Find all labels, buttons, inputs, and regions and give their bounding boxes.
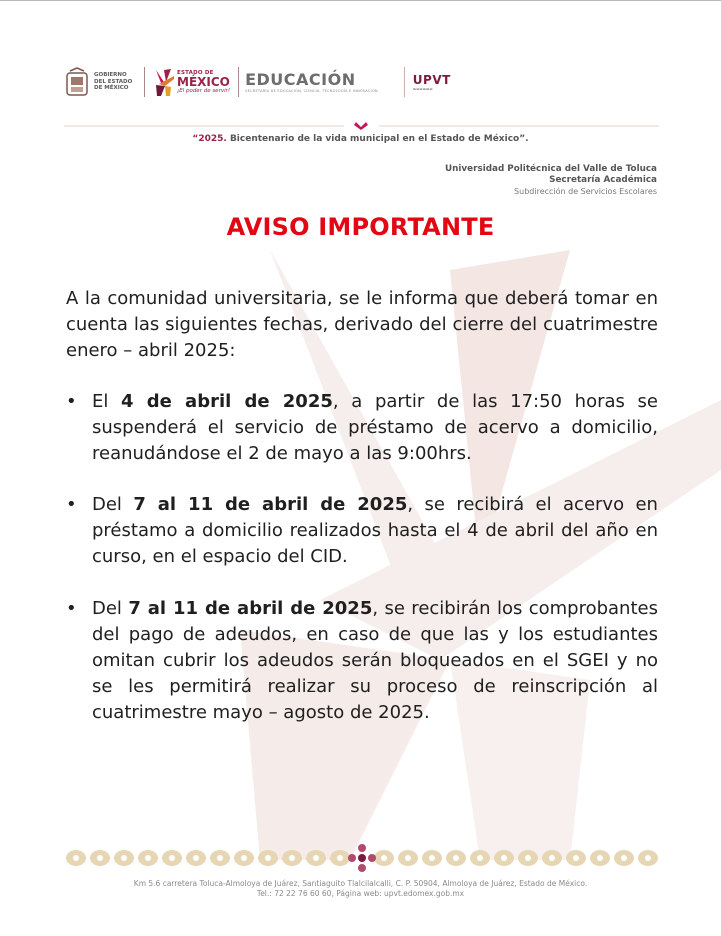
header-divider bbox=[64, 121, 659, 131]
upvt-logo bbox=[413, 74, 451, 91]
footer-ornament-band bbox=[64, 843, 659, 873]
educacion-title: EDUCACIÓN bbox=[245, 70, 356, 89]
year-slogan bbox=[0, 134, 721, 144]
bullet-text: , se recibirá el acervo en préstamo a domicilio realizados hasta el 4 de abril del año en curso, en el espacio del CID. bbox=[92, 494, 658, 567]
list-item bbox=[66, 492, 658, 570]
educacion-logo bbox=[245, 71, 378, 93]
bullet-date: 7 al 11 de abril de 2025 bbox=[128, 598, 373, 619]
logo-separator bbox=[404, 67, 405, 97]
bullet-icon: • bbox=[66, 391, 77, 412]
list-item bbox=[66, 389, 658, 467]
bullet-text: , a partir de las 17:50 horas se suspenderá el servicio de préstamo de acervo a domicilio, reanudándose el 2 de mayo a las 9:00hrs. bbox=[92, 391, 658, 464]
year-slogan-year: “2025. bbox=[192, 134, 227, 144]
center-flower-icon bbox=[348, 844, 376, 872]
bullet-prefix: Del bbox=[92, 494, 134, 515]
gobierno-text: GOBIERNO DEL ESTADO DE MÉXICO bbox=[94, 72, 133, 92]
footer-address bbox=[0, 879, 721, 899]
subdepartment-name: Subdirección de Servicios Escolares bbox=[514, 187, 657, 196]
institution-block bbox=[445, 164, 657, 197]
bullet-date: 7 al 11 de abril de 2025 bbox=[133, 494, 408, 515]
bullet-prefix: Del bbox=[92, 598, 129, 619]
footer-contact-line: Tel.: 72 22 76 60 60, Página web: upvt.edomex.gob.mx bbox=[256, 889, 465, 898]
educacion-subtitle: SECRETARÍA DE EDUCACIÓN, CIENCIA, TECNOLOGÍA E INNOVACIÓN bbox=[245, 89, 378, 93]
bullet-date: 4 de abril de 2025 bbox=[121, 391, 333, 412]
edomex-slogan-text: ¡El poder de servir! bbox=[177, 88, 231, 94]
logo-separator bbox=[144, 67, 145, 97]
state-seal-icon bbox=[64, 67, 90, 97]
footer-address-line: Km 5.6 carretera Toluca-Almoloya de Juárez, Santiaguito Tlalcilalcalli, C. P. 50904, Almoloya de Juárez, Estado de México. bbox=[133, 879, 588, 888]
notice-title: AVISO IMPORTANTE bbox=[226, 213, 495, 241]
department-name: Secretaría Académica bbox=[549, 175, 657, 185]
bullet-icon: • bbox=[66, 598, 77, 619]
edomex-figure-icon bbox=[153, 67, 175, 97]
list-item bbox=[66, 596, 658, 726]
header-logos bbox=[64, 64, 451, 100]
bullet-prefix: El bbox=[92, 391, 122, 412]
edomex-estado-text: ESTADO DE bbox=[177, 70, 214, 76]
bullet-icon: • bbox=[66, 494, 77, 515]
gobierno-logo bbox=[64, 67, 138, 97]
year-slogan-text: Bicentenario de la vida municipal en el Estado de México”. bbox=[226, 134, 529, 144]
top-border bbox=[0, 0, 721, 1]
upvt-title: UPVT bbox=[412, 72, 451, 87]
intro-paragraph: A la comunidad universitaria, se le informa que deberá tomar en cuenta las siguientes fechas, derivado del cierre del cuatrimestre enero – abril 2025: bbox=[66, 288, 658, 361]
edomex-mexico-text: MÉXICO bbox=[177, 75, 230, 89]
bullet-text: , se recibirán los comprobantes del pago de adeudos, en caso de que las y los estudiantes omitan cubrir los adeudos serán bloqueados en el SGEI y no se les permitirá realizar su proceso de reinscripción al cuatrimestre mayo – agosto de 2025. bbox=[92, 598, 658, 723]
logo-separator bbox=[238, 67, 239, 97]
edomex-logo bbox=[153, 67, 230, 97]
institution-name: Universidad Politécnica del Valle de Toluca bbox=[445, 164, 657, 174]
upvt-subtitle-lines: ▬▬▬▬▬▬ bbox=[412, 86, 433, 91]
